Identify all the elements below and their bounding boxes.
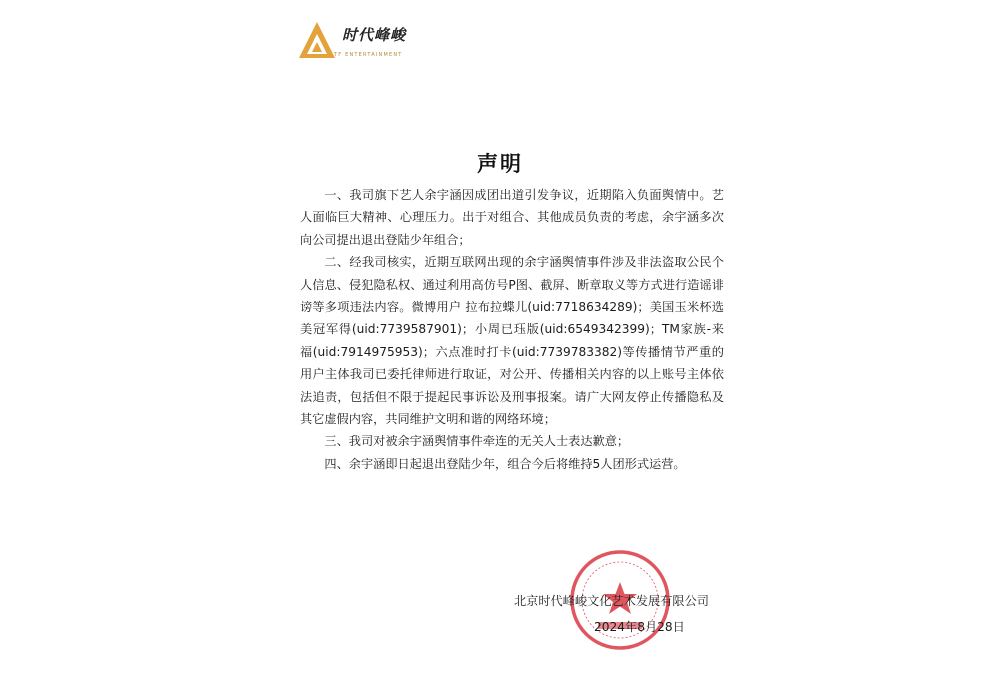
paragraph-1: 一、我司旗下艺人余宇涵因成团出道引发争议，近期陷入负面舆情中。艺人面临巨大精神、心理压力。出于对组合、其他成员负责的考虑，余宇涵多次向公司提出退出登陆少年组合；	[300, 188, 724, 247]
paragraph-2: 二、经我司核实，近期互联网出现的余宇涵舆情事件涉及非法盗取公民个人信息、侵犯隐私权、通过利用高仿号P图、截屏、断章取义等方式进行造谣诽谤等多项违法内容。微博用户 拉布拉蝶儿(uid:7718634289)；美国玉米杯选美冠军得(uid:7739587901)；小周已珏版(uid:6549342399)；TM家族-来福(uid:7914975953)；六点准时打卡(uid:7739783382)等传播情节严重的用户主体我司已委托律师进行取证，对公开、传播相关内容的以上账号主体依法追责，包括但不限于提起民事诉讼及刑事报案。请广大网友停止传播隐私及其它虚假内容，共同维护文明和谐的网络环境；	[300, 255, 724, 427]
paragraph-3: 三、我司对被余宇涵舆情事件牵连的无关人士表达歉意；	[324, 434, 630, 449]
logo-subtitle: TF ENTERTAINMENT	[334, 52, 403, 58]
paragraph-4: 四、余宇涵即日起退出登陆少年，组合今后将维持5人团形式运营。	[324, 456, 686, 471]
company-name: 北京时代峰峻文化艺术发展有限公司	[514, 594, 709, 608]
company-logo	[298, 18, 438, 66]
statement-body	[300, 184, 724, 475]
triangle-logo-icon	[298, 20, 336, 60]
statement-date: 2024年8月28日	[594, 620, 685, 634]
page-title: 声明	[477, 152, 523, 176]
logo-script-text: 时代峰峻	[342, 26, 407, 44]
